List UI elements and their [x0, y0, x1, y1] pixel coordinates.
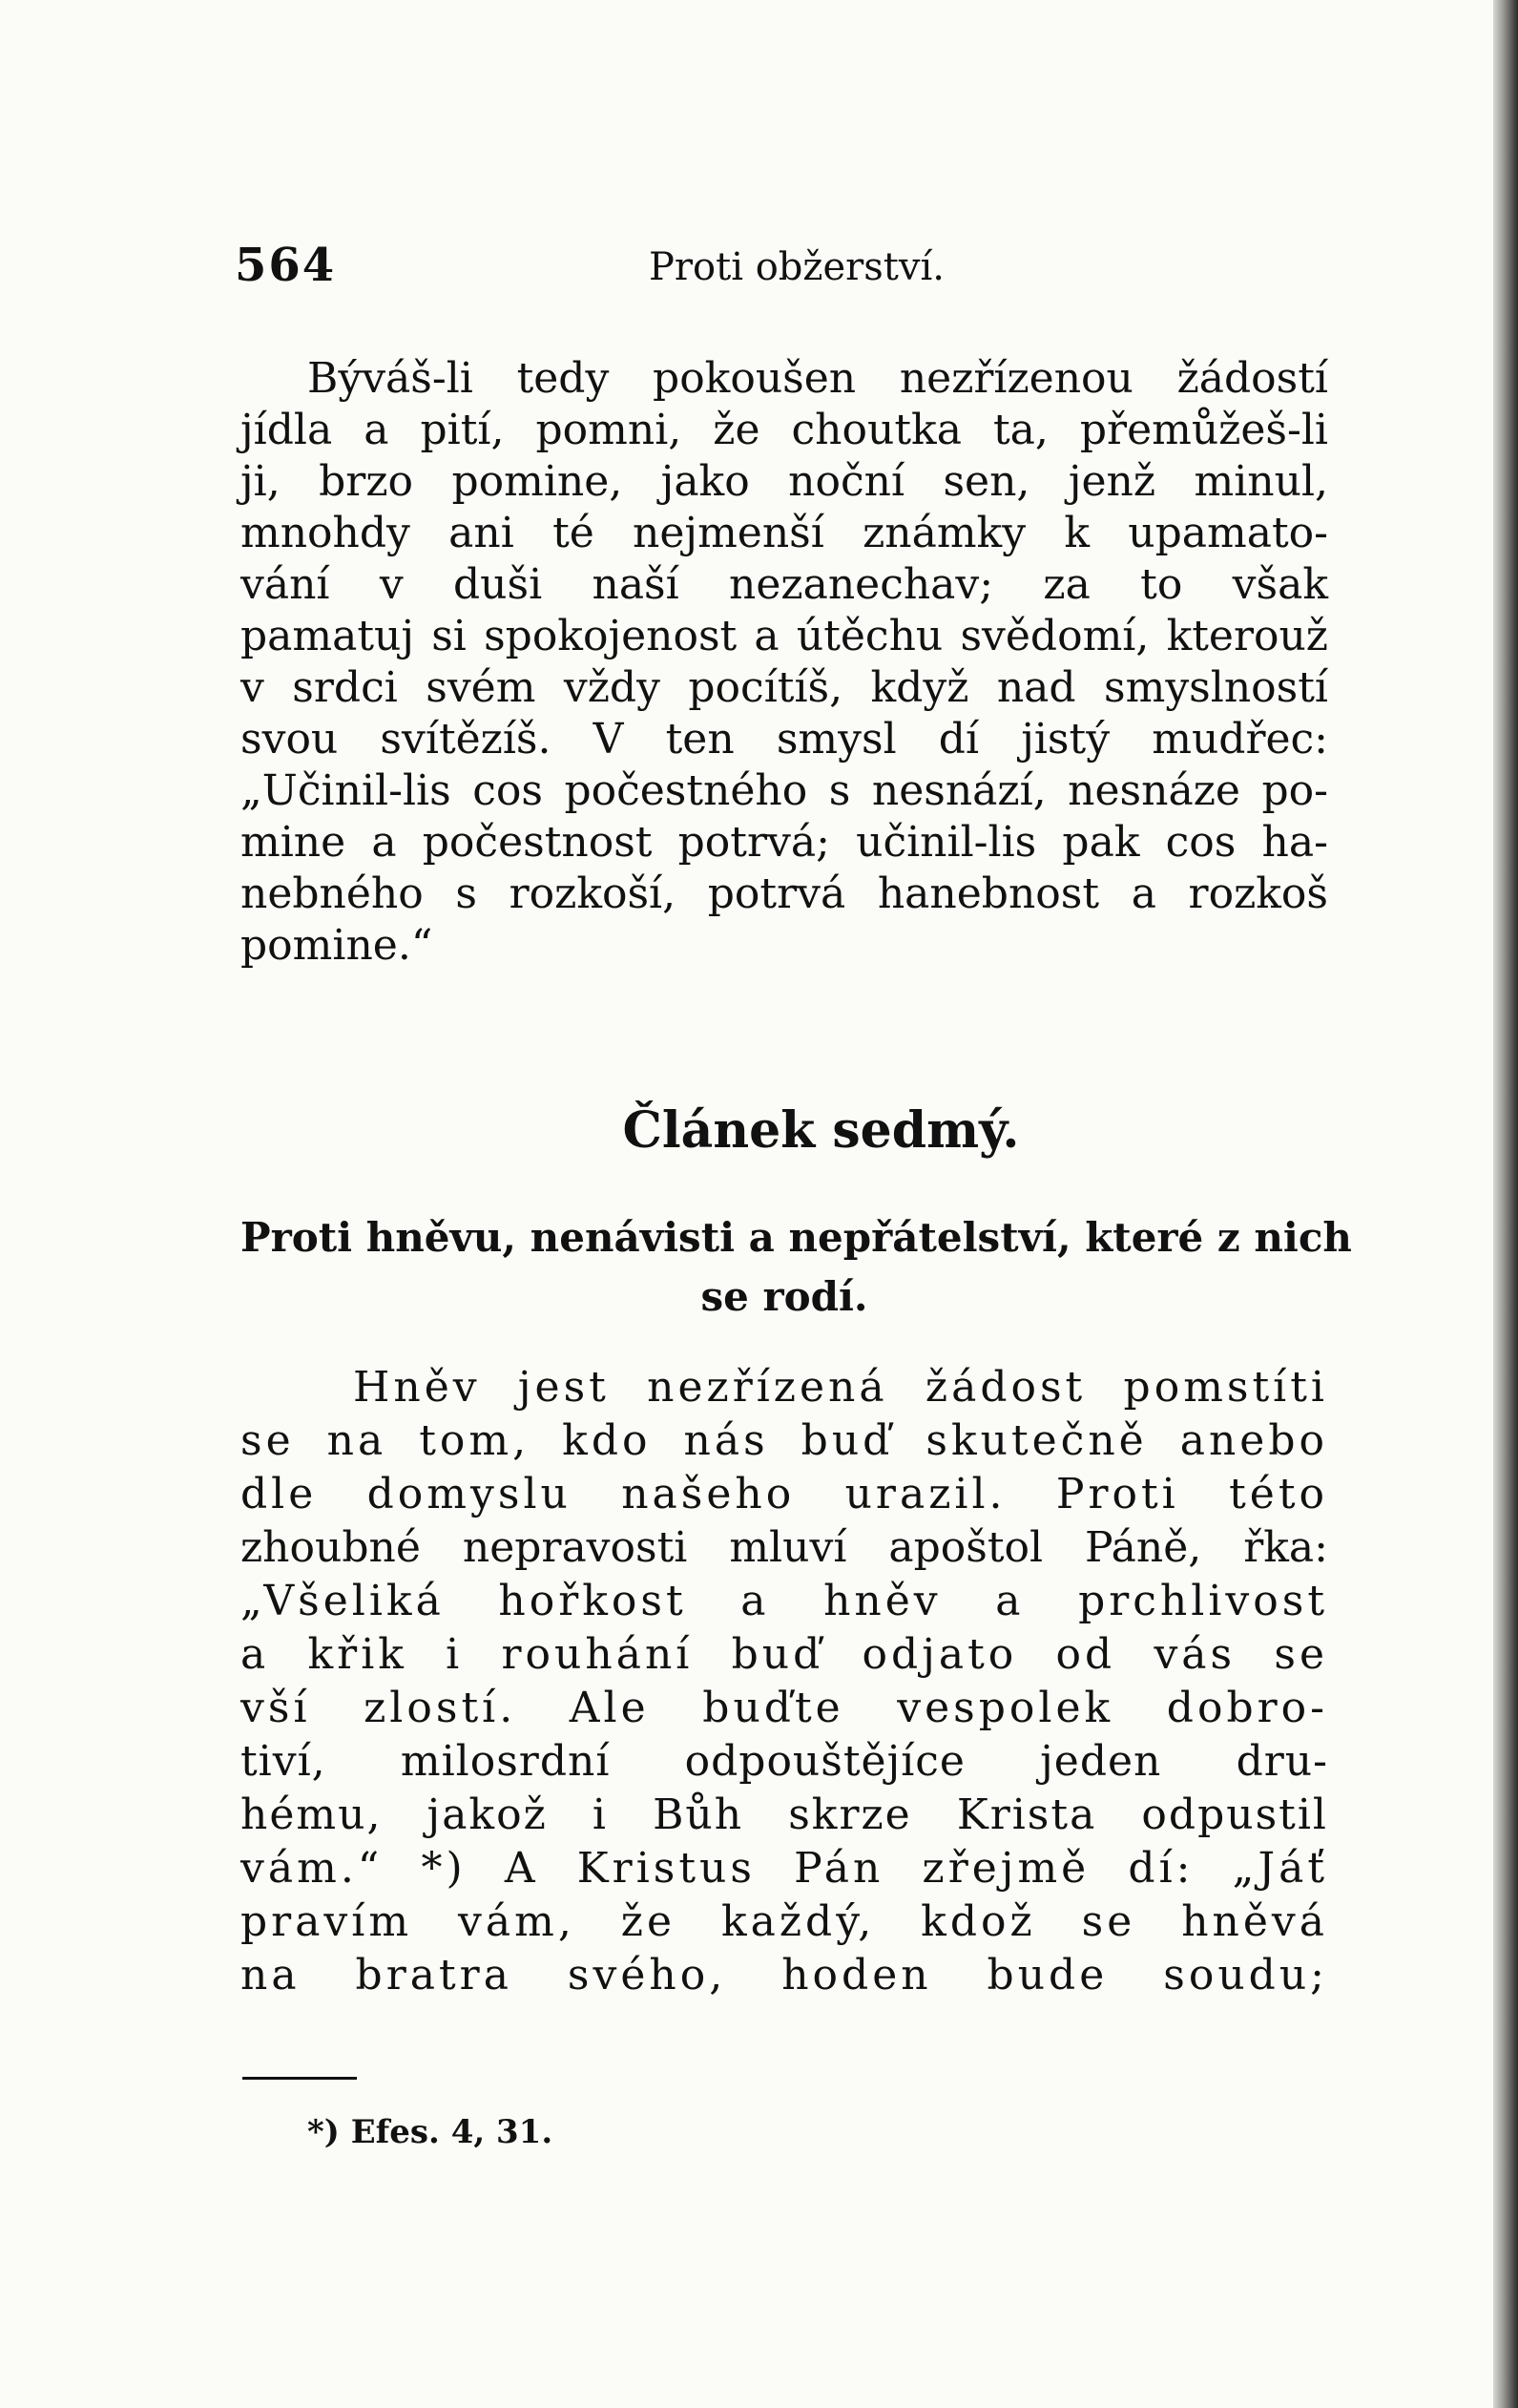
- text-line: „Učinil-lis cos počestného s nesnází, nesnáze po-: [240, 766, 1328, 815]
- text-line: vší zlostí. Ale buďte vespolek dobro-: [240, 1684, 1328, 1732]
- text-line: pamatuj si spokojenost a útěchu svědomí, kterouž: [240, 612, 1328, 660]
- text-line: ji, brzo pomine, jako noční sen, jenž minul,: [240, 457, 1328, 506]
- section-title: [240, 1208, 1352, 1327]
- page-number: 564: [235, 239, 337, 292]
- text-line: Býváš-li tedy pokoušen nezřízenou žádostí: [307, 354, 1328, 403]
- text-line: vání v duši naší nezanechav; za to však: [240, 560, 1328, 609]
- chapter-heading: Článek sedmý.: [622, 1101, 1020, 1160]
- text-line: „Všeliká hořkost a hněv a prchlivost: [240, 1577, 1328, 1625]
- footnote-rule: [242, 2077, 357, 2080]
- text-line: Hněv jest nezřízená žádost pomstíti: [353, 1363, 1328, 1412]
- text-line: svou svítězíš. V ten smysl dí jistý mudřec:: [240, 715, 1328, 764]
- text-line: nebného s rozkoší, potrvá hanebnost a rozkoš: [240, 869, 1328, 918]
- paragraph-1: [240, 353, 1328, 972]
- text-line: se na tom, kdo nás buď skutečně anebo: [240, 1416, 1328, 1465]
- paragraph-2: [240, 1361, 1328, 2002]
- running-head: Proti obžerství.: [649, 245, 945, 289]
- section-title-line: se rodí.: [700, 1273, 868, 1320]
- footnote: *) Efes. 4, 31.: [307, 2113, 553, 2151]
- section-title-line: Proti hněvu, nenávisti a nepřátelství, které z nich: [240, 1214, 1352, 1261]
- text-line: dle domyslu našeho urazil. Proti této: [240, 1470, 1328, 1518]
- page-edge-shadow: [1493, 0, 1518, 2408]
- text-line: jídla a pití, pomni, že choutka ta, přemůžeš-li: [240, 406, 1328, 454]
- text-line: hému, jakož i Bůh skrze Krista odpustil: [240, 1790, 1328, 1839]
- text-line: zhoubné nepravosti mluví apoštol Páně, řka:: [240, 1523, 1328, 1572]
- text-line: mnohdy ani té nejmenší známky k upamato-: [240, 509, 1328, 557]
- text-line: a křik i rouhání buď odjato od vás se: [240, 1630, 1328, 1679]
- text-line: pomine.“: [240, 921, 433, 970]
- text-line: vám.“ *) A Kristus Pán zřejmě dí: „Jáť: [240, 1844, 1328, 1893]
- text-line: na bratra svého, hoden bude soudu;: [240, 1951, 1328, 2000]
- text-line: tiví, milosrdní odpouštějíce jeden dru-: [240, 1737, 1328, 1786]
- text-line: mine a počestnost potrvá; učinil-lis pak cos ha-: [240, 818, 1328, 867]
- text-line: pravím vám, že každý, kdož se hněvá: [240, 1897, 1328, 1946]
- text-line: v srdci svém vždy pocítíš, když nad smyslností: [240, 663, 1328, 712]
